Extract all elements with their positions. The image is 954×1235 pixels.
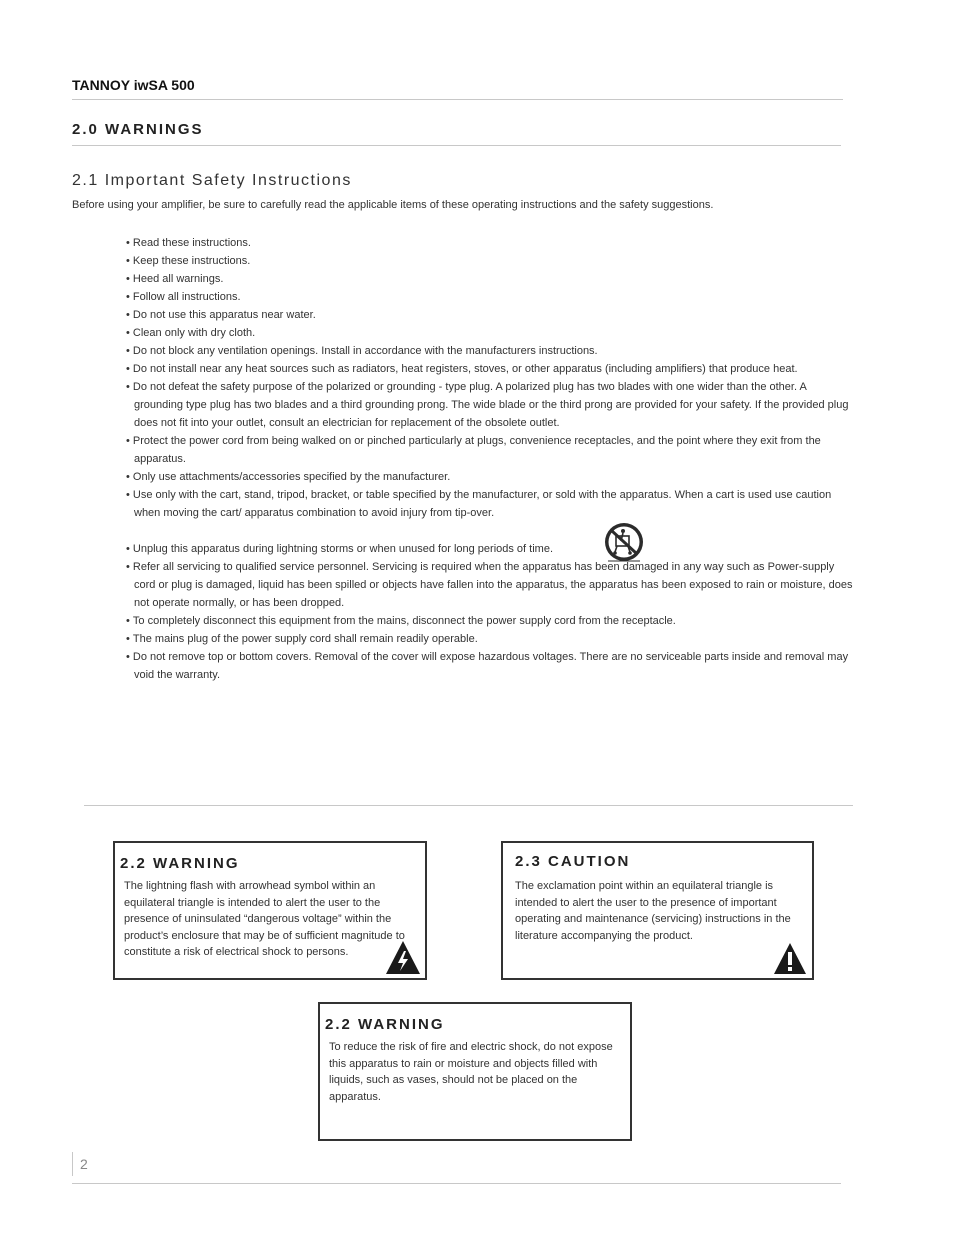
list-item: • Do not use this apparatus near water. [126,306,856,324]
safety-instructions-list [126,234,856,684]
warning-fire-title: 2.2 WARNING [325,1016,445,1033]
warning-lightning-title: 2.2 WARNING [120,855,240,872]
list-item: • The mains plug of the power supply cord shall remain readily operable. [126,630,856,648]
list-item: • Refer all servicing to qualified service personnel. Servicing is required when the apparatus has been damaged in any way such as Power-supply cord or plug is damaged, liquid has been spilled or objects have fallen into the apparatus, the apparatus has been exposed to rain or moisture, does not operate normally, or has been dropped. [126,558,856,612]
list-item: • Do not remove top or bottom covers. Removal of the cover will expose hazardous voltages. There are no serviceable parts inside and removal may void the warranty. [126,648,856,684]
list-item: • Follow all instructions. [126,288,856,306]
exclamation-triangle-icon [773,942,807,975]
warnings-divider [72,145,841,146]
caution-box [501,841,814,980]
list-item: • Read these instructions. [126,234,856,252]
list-item: • Protect the power cord from being walked on or pinched particularly at plugs, convenience receptacles, and the point where they exit from the apparatus. [126,432,856,468]
list-item: • Heed all warnings. [126,270,856,288]
header-divider [72,99,843,100]
warnings-heading: 2.0 WARNINGS [72,121,204,138]
warning-lightning-box [113,841,427,980]
caution-text: The exclamation point within an equilateral triangle is intended to alert the user to the presence of important operating and maintenance (servicing) instructions in the literature accompanying the product. [515,880,791,942]
page-number-bar [72,1152,73,1176]
list-item: • Only use attachments/accessories specified by the manufacturer. [126,468,856,486]
page-number: 2 [80,1156,88,1172]
warning-lightning-text: The lightning flash with arrowhead symbol within an equilateral triangle is intended to alert the user to the presence of uninsulated “dangerous voltage” within the product’s enclosure that may be of sufficient magnitude to constitute a risk of electrical shock to persons. [124,880,405,958]
list-item: • Do not install near any heat sources such as radiators, heat registers, stoves, or other apparatus (including amplifiers) that produce heat. [126,360,856,378]
list-item: • Use only with the cart, stand, tripod, bracket, or table specified by the manufacturer, or sold with the apparatus. When a cart is used use caution when moving the cart/ apparatus combination to avoid injury from tip-over. [126,486,856,540]
caution-title: 2.3 CAUTION [515,853,631,870]
section-divider [84,805,853,806]
warning-fire-box [318,1002,632,1141]
lightning-triangle-icon [385,940,421,975]
list-item: • Unplug this apparatus during lightning storms or when unused for long periods of time. [126,540,856,558]
warning-fire-text: To reduce the risk of fire and electric shock, do not expose this apparatus to rain or moisture and objects filled with liquids, such as vases, should not be placed on the apparatus. [329,1041,613,1103]
list-item: • Do not block any ventilation openings. Install in accordance with the manufacturers instructions. [126,342,856,360]
safety-instructions-heading: 2.1 Important Safety Instructions [72,172,352,189]
list-item: • Do not defeat the safety purpose of the polarized or grounding - type plug. A polarized plug has two blades with one wider than the other. A grounding type plug has two blades and a third grounding prong. The wide blade or the third prong are provided for your safety. If the provided plug does not fit into your outlet, consult an electrician for replacement of the obsolete outlet. [126,378,856,432]
document-header-title: TANNOY iwSA 500 [72,77,195,93]
safety-intro-text: Before using your amplifier, be sure to carefully read the applicable items of these operating instructions and the safety suggestions. [72,199,714,211]
cart-tip-over-warning-icon [603,521,645,563]
list-item: • To completely disconnect this equipment from the mains, disconnect the power supply cord from the receptacle. [126,612,856,630]
list-item: • Keep these instructions. [126,252,856,270]
list-item: • Clean only with dry cloth. [126,324,856,342]
footer-divider [72,1183,841,1184]
